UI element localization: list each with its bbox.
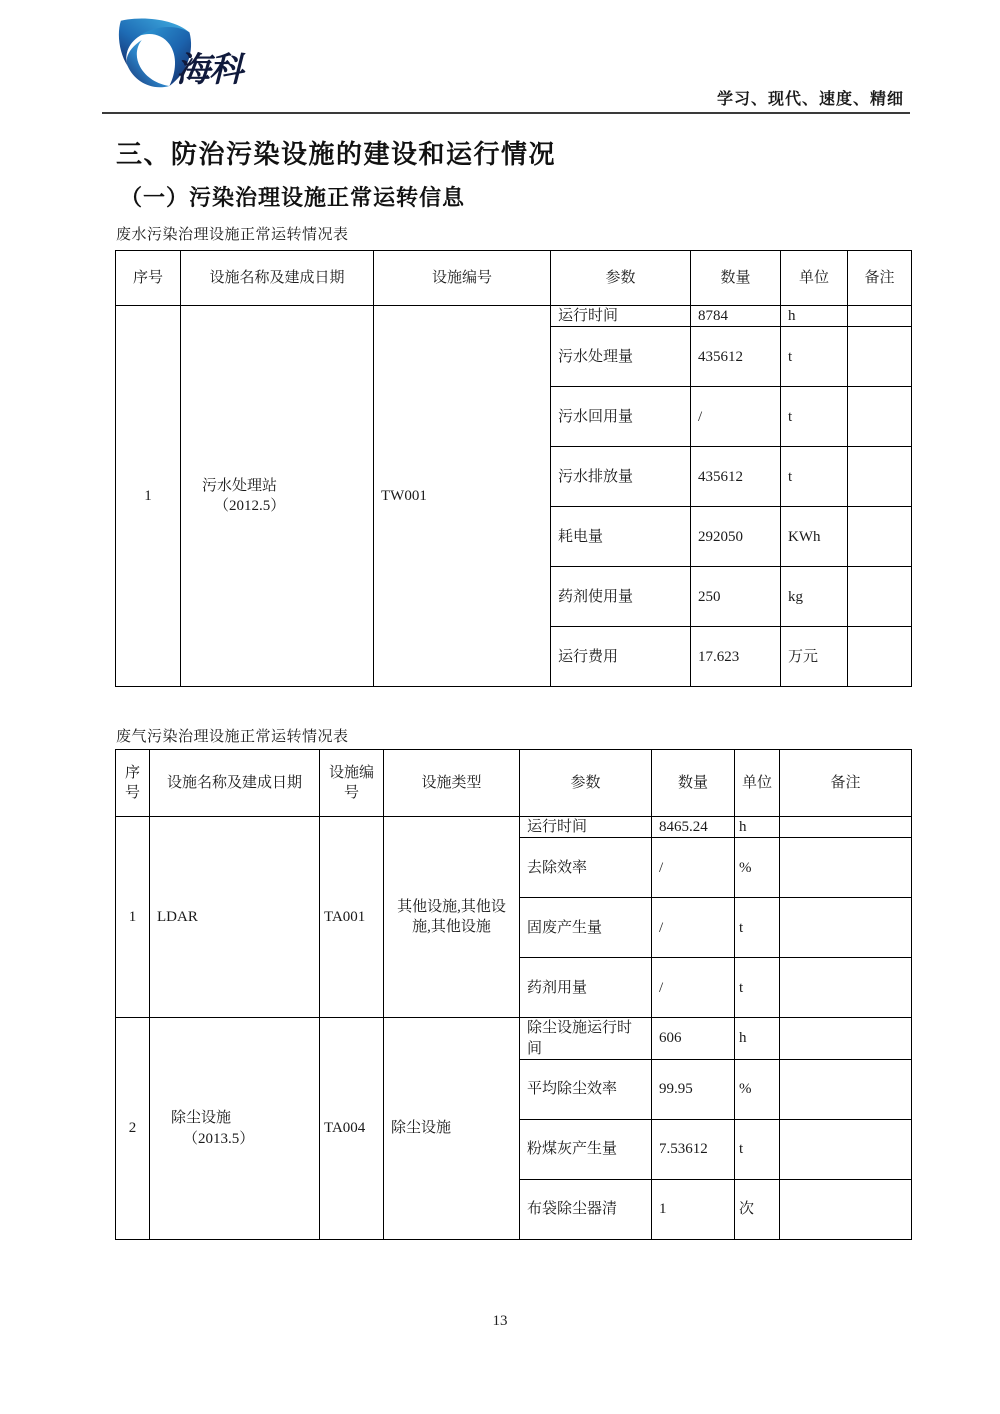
- cell-unit: 万元: [781, 627, 848, 687]
- cell-facility-code: TA004: [320, 1018, 384, 1240]
- cell-quantity: 17.623: [691, 627, 781, 687]
- cell-remark: [780, 838, 912, 898]
- cell-unit: t: [735, 958, 780, 1018]
- cell-parameter: 药剂使用量: [551, 567, 691, 627]
- cell-parameter: 污水排放量: [551, 447, 691, 507]
- cell-remark: [780, 1059, 912, 1119]
- cell-remark: [848, 567, 912, 627]
- page-header: [0, 0, 1000, 118]
- header-cell-facility-code: 设施编号: [374, 251, 551, 306]
- cell-parameter: 污水处理量: [551, 327, 691, 387]
- section-heading: 三、防治污染设施的建设和运行情况: [116, 139, 557, 169]
- cell-unit: t: [781, 327, 848, 387]
- cell-quantity: 435612: [691, 327, 781, 387]
- table-row: [116, 306, 912, 327]
- cell-remark: [848, 327, 912, 387]
- waste-gas-treatment-table: [115, 749, 912, 1240]
- cell-parameter: 固废产生量: [520, 898, 652, 958]
- cell-quantity: 435612: [691, 447, 781, 507]
- header-slogan: 学习、现代、速度、精细: [716, 91, 904, 108]
- cell-unit: %: [735, 1059, 780, 1119]
- cell-remark: [848, 627, 912, 687]
- cell-remark: [780, 1119, 912, 1179]
- waste-gas-table-caption: 废气污染治理设施正常运转情况表: [116, 729, 349, 745]
- cell-facility-code: TA001: [320, 817, 384, 1018]
- cell-quantity: /: [652, 958, 735, 1018]
- cell-unit: %: [735, 838, 780, 898]
- facility-name-text: 除尘设施: [171, 1110, 232, 1127]
- cell-row-index: 1: [116, 306, 181, 687]
- header-cell-unit: 单位: [735, 750, 780, 817]
- cell-facility-name: [150, 1018, 320, 1240]
- cell-remark: [848, 447, 912, 507]
- cell-remark: [848, 387, 912, 447]
- table-header-row: [116, 251, 912, 306]
- header-cell-remark: 备注: [848, 251, 912, 306]
- header-cell-parameter: 参数: [520, 750, 652, 817]
- cell-facility-code: TW001: [374, 306, 551, 687]
- wastewater-table-caption: 废水污染治理设施正常运转情况表: [116, 227, 349, 243]
- logo-wordmark: 海科: [176, 52, 242, 89]
- cell-parameter: 污水回用量: [551, 387, 691, 447]
- cell-unit: KWh: [781, 507, 848, 567]
- table-header-row: [116, 750, 912, 817]
- cell-unit: h: [781, 306, 848, 327]
- cell-unit: h: [735, 1018, 780, 1060]
- cell-parameter: 平均除尘效率: [520, 1059, 652, 1119]
- cell-unit: t: [781, 447, 848, 507]
- cell-unit: t: [735, 1119, 780, 1179]
- cell-parameter: 药剂用量: [520, 958, 652, 1018]
- header-cell-parameter: 参数: [551, 251, 691, 306]
- cell-quantity: 292050: [691, 507, 781, 567]
- cell-remark: [780, 1179, 912, 1239]
- cell-parameter: 去除效率: [520, 838, 652, 898]
- cell-quantity: 8465.24: [652, 817, 735, 838]
- header-cell-remark: 备注: [780, 750, 912, 817]
- facility-date-text: （2012.5）: [214, 498, 286, 515]
- cell-quantity: 8784: [691, 306, 781, 327]
- cell-row-index: 1: [116, 817, 150, 1018]
- cell-unit: t: [781, 387, 848, 447]
- cell-parameter: 除尘设施运行时间: [520, 1018, 652, 1060]
- cell-remark: [780, 898, 912, 958]
- header-cell-quantity: 数量: [691, 251, 781, 306]
- cell-facility-name: LDAR: [150, 817, 320, 1018]
- header-cell-unit: 单位: [781, 251, 848, 306]
- header-cell-index: 序号: [116, 251, 181, 306]
- cell-quantity: /: [691, 387, 781, 447]
- cell-unit: 次: [735, 1179, 780, 1239]
- cell-remark: [848, 507, 912, 567]
- cell-quantity: 1: [652, 1179, 735, 1239]
- facility-date-text: （2013.5）: [183, 1130, 255, 1147]
- cell-remark: [848, 306, 912, 327]
- header-cell-index: 序号: [116, 750, 150, 817]
- header-cell-facility-code: 设施编号: [320, 750, 384, 817]
- cell-parameter: 运行费用: [551, 627, 691, 687]
- facility-name-text: 污水处理站: [202, 477, 278, 494]
- cell-quantity: /: [652, 838, 735, 898]
- cell-parameter: 运行时间: [551, 306, 691, 327]
- header-cell-facility-name: 设施名称及建成日期: [150, 750, 320, 817]
- page-number: 13: [492, 1313, 508, 1329]
- header-cell-quantity: 数量: [652, 750, 735, 817]
- cell-facility-name: [181, 306, 374, 687]
- cell-unit: kg: [781, 567, 848, 627]
- cell-unit: t: [735, 898, 780, 958]
- cell-quantity: 250: [691, 567, 781, 627]
- company-logo: [114, 14, 244, 102]
- table-row: [116, 817, 912, 838]
- header-cell-facility-name: 设施名称及建成日期: [181, 251, 374, 306]
- cell-parameter: 粉煤灰产生量: [520, 1119, 652, 1179]
- cell-quantity: 7.53612: [652, 1119, 735, 1179]
- cell-quantity: 606: [652, 1018, 735, 1060]
- cell-facility-type: 其他设施,其他设施,其他设施: [384, 817, 520, 1018]
- subsection-heading: （一）污染治理设施正常运转信息: [120, 185, 466, 210]
- header-cell-facility-type: 设施类型: [384, 750, 520, 817]
- cell-unit: h: [735, 817, 780, 838]
- cell-parameter: 耗电量: [551, 507, 691, 567]
- cell-remark: [780, 1018, 912, 1060]
- cell-parameter: 布袋除尘器清: [520, 1179, 652, 1239]
- cell-parameter: 运行时间: [520, 817, 652, 838]
- cell-facility-type: 除尘设施: [384, 1018, 520, 1240]
- table-row: [116, 1018, 912, 1060]
- wastewater-treatment-table: [115, 250, 912, 687]
- cell-remark: [780, 817, 912, 838]
- cell-quantity: /: [652, 898, 735, 958]
- cell-remark: [780, 958, 912, 1018]
- cell-quantity: 99.95: [652, 1059, 735, 1119]
- header-divider: [102, 112, 910, 114]
- cell-row-index: 2: [116, 1018, 150, 1240]
